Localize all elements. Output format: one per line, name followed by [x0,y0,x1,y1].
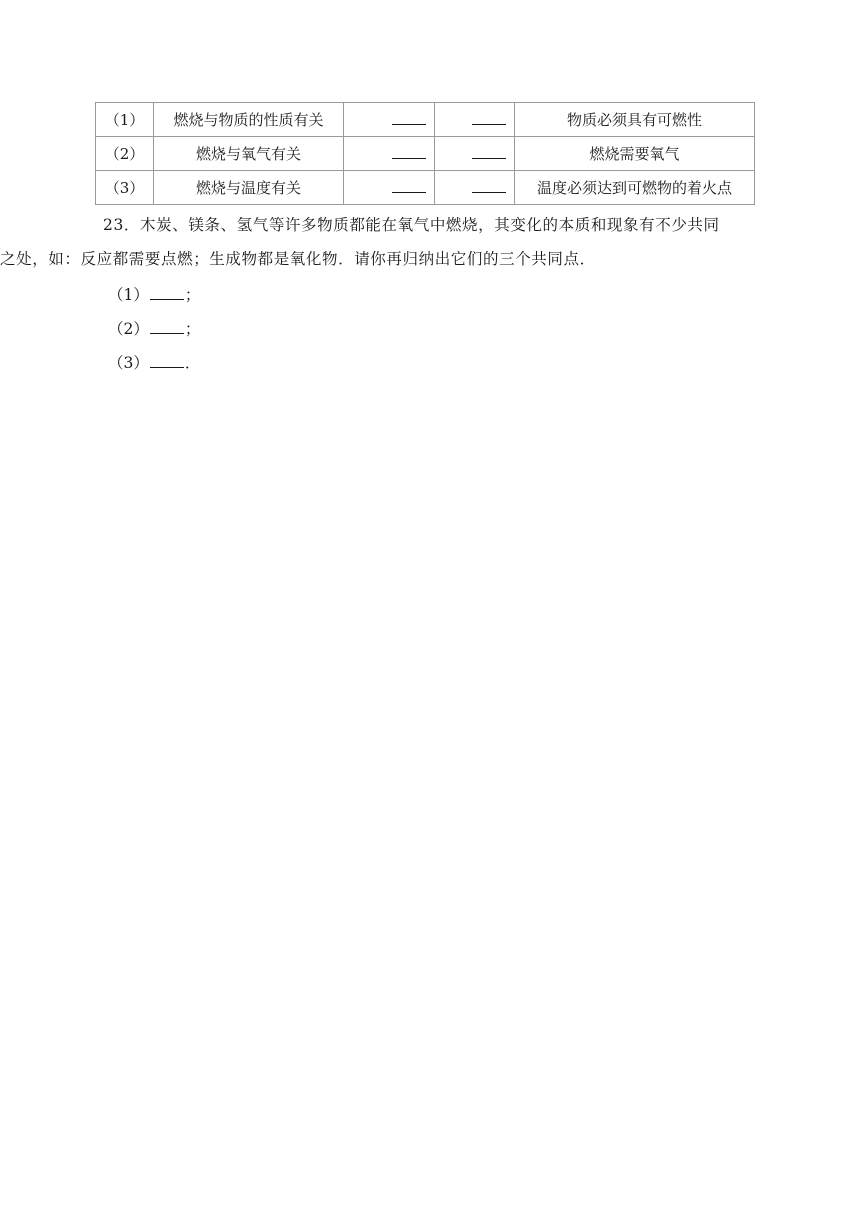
question-23 [0,208,763,276]
fill-in-blank[interactable] [392,146,426,159]
answer-punctuation: ． [184,354,201,372]
fill-in-blank[interactable] [150,286,184,300]
hypothesis-cell: 燃烧与氧气有关 [154,137,344,171]
answer-blank-cell[interactable] [435,137,515,171]
fill-in-blank[interactable] [472,112,506,125]
row-number: （3） [96,171,154,205]
answer-blank-cell[interactable] [344,103,435,137]
answer-label: （2） [108,320,149,338]
answer-item [108,278,200,312]
fill-in-blank[interactable] [472,180,506,193]
answer-list [108,278,200,380]
answer-punctuation: ； [184,320,201,338]
answer-blank-cell[interactable] [435,171,515,205]
answer-blank-cell[interactable] [344,171,435,205]
table-row [96,137,755,171]
conclusion-cell: 燃烧需要氧气 [515,137,755,171]
fill-in-blank[interactable] [472,146,506,159]
table-row [96,171,755,205]
conclusion-cell: 物质必须具有可燃性 [515,103,755,137]
answer-label: （3） [108,354,149,372]
experiment-table [95,102,755,205]
fill-in-blank[interactable] [392,180,426,193]
answer-item [108,346,200,380]
answer-blank-cell[interactable] [344,137,435,171]
fill-in-blank[interactable] [150,354,184,368]
row-number: （2） [96,137,154,171]
question-text: 23．木炭、镁条、氢气等许多物质都能在氧气中燃烧，其变化的本质和现象有不少共同 [103,216,720,234]
conclusion-cell: 温度必须达到可燃物的着火点 [515,171,755,205]
answer-label: （1） [108,286,149,304]
fill-in-blank[interactable] [150,320,184,334]
hypothesis-cell: 燃烧与温度有关 [154,171,344,205]
question-text: 之处，如：反应都需要点燃；生成物都是氧化物．请你再归纳出它们的三个共同点． [0,250,596,268]
table-row [96,103,755,137]
answer-item [108,312,200,346]
row-number: （1） [96,103,154,137]
answer-punctuation: ； [184,286,201,304]
hypothesis-cell: 燃烧与物质的性质有关 [154,103,344,137]
fill-in-blank[interactable] [392,112,426,125]
answer-blank-cell[interactable] [435,103,515,137]
